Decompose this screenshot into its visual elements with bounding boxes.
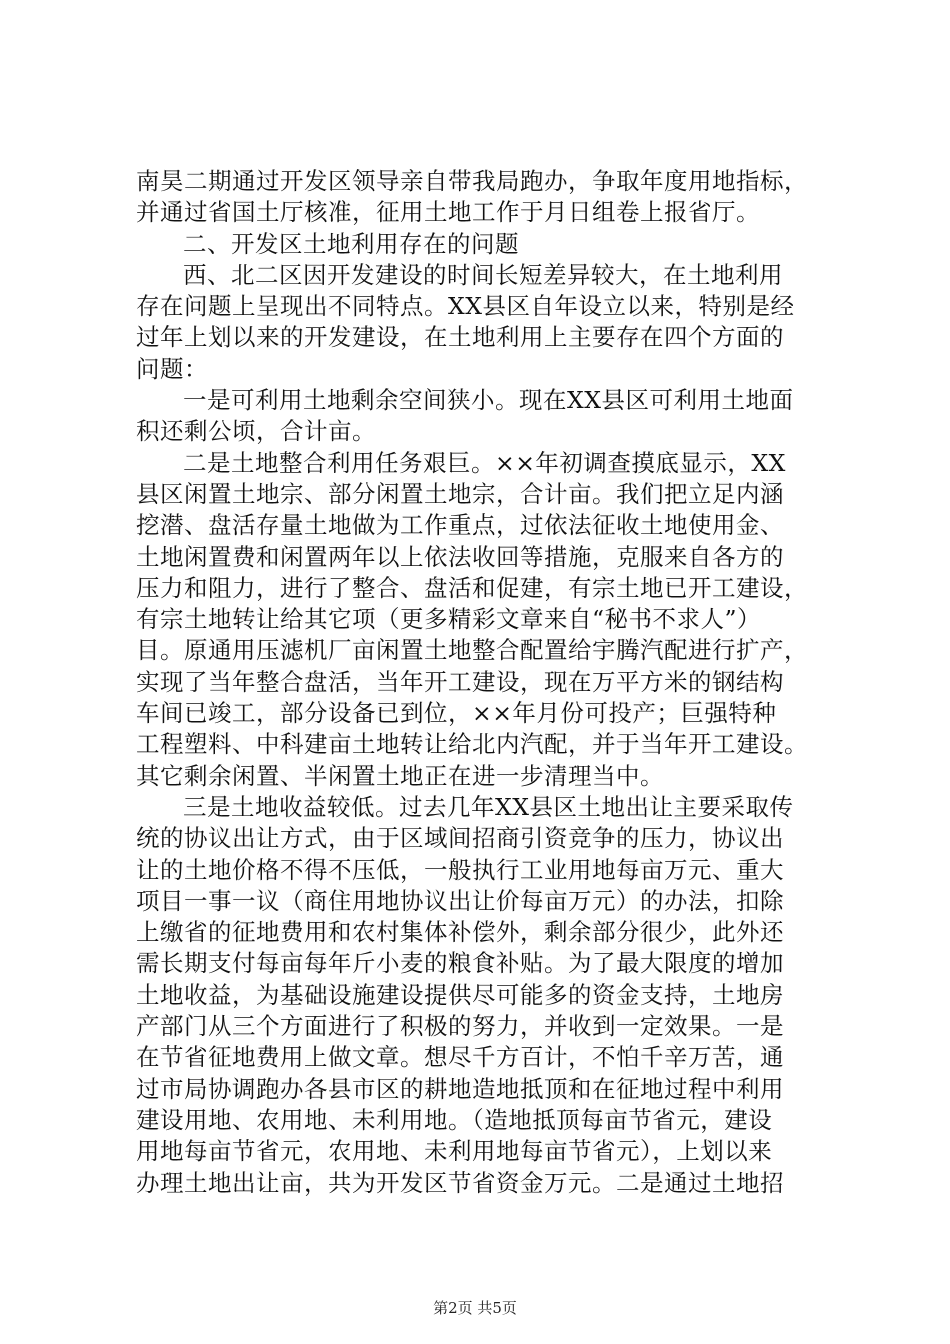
text-line: 产部门从三个方面进行了积极的努力，并收到一定效果。一是 (136, 1012, 784, 1041)
text-line: 三是土地收益较低。过去几年XX县区土地出让主要采取传 (183, 792, 794, 821)
text-line: 挖潜、盘活存量土地做为工作重点，过依法征收土地使用金、 (136, 511, 784, 540)
page-footer (0, 1298, 950, 1318)
text-line: 建设用地、农用地、未利用地。（造地抵顶每亩节省元，建设 (136, 1105, 773, 1134)
document-body (136, 166, 836, 1199)
text-line: 其它剩余闲置、半闲置土地正在进一步清理当中。 (136, 761, 664, 790)
text-line: 上缴省的征地费用和农村集体补偿外，剩余部分很少，此外还 (136, 918, 784, 947)
text-line: 压力和阻力，进行了整合、盘活和促建，有宗土地已开工建设， (136, 573, 808, 602)
text-line: 土地闲置费和闲置两年以上依法收回等措施，克服来自各方的 (136, 542, 784, 571)
page-number: 第2页 共5页 (433, 1299, 517, 1317)
text-line: 过市局协调跑办各县市区的耕地造地抵顶和在征地过程中利用 (136, 1074, 784, 1103)
text-line: 土地收益，为基础设施建设提供尽可能多的资金支持，土地房 (136, 980, 784, 1009)
text-line: 让的土地价格不得不压低，一般执行工业用地每亩万元、重大 (136, 855, 784, 884)
text-line: 目。原通用压滤机厂亩闲置土地整合配置给宇腾汽配进行扩产， (136, 636, 808, 665)
text-line: 南昊二期通过开发区领导亲自带我局跑办，争取年度用地指标， (136, 167, 808, 195)
text-line: 西、北二区因开发建设的时间长短差异较大，在土地利用 (183, 260, 783, 289)
text-line: 有宗土地转让给其它项（更多精彩文章来自“秘书不求人”） (136, 605, 762, 634)
text-line: 在节省征地费用上做文章。想尽千方百计，不怕千辛万苦，通 (136, 1043, 784, 1072)
section-heading: 二、开发区土地利用存在的问题 (183, 229, 519, 258)
text-line: 存在问题上呈现出不同特点。XX县区自年设立以来，特别是经 (136, 292, 795, 321)
text-line: 项目一事一议（商住用地协议出让价每亩万元）的办法，扣除 (136, 886, 784, 915)
text-line: 一是可利用土地剩余空间狭小。现在XX县区可利用土地面 (183, 386, 794, 415)
text-line: 需长期支付每亩每年斤小麦的粮食补贴。为了最大限度的增加 (136, 949, 784, 978)
text-line: 办理土地出让亩，共为开发区节省资金万元。二是通过土地招 (136, 1168, 784, 1197)
text-line: 工程塑料、中科建亩土地转让给北内汽配，并于当年开工建设。 (136, 730, 808, 759)
text-line: 过年上划以来的开发建设，在土地利用上主要存在四个方面的 (136, 323, 784, 352)
text-line: 县区闲置土地宗、部分闲置土地宗，合计亩。我们把立足内涵 (136, 479, 784, 508)
text-line: 车间已竣工，部分设备已到位，××年月份可投产；巨强特种 (136, 699, 777, 728)
text-line: 用地每亩节省元，农用地、未利用地每亩节省元），上划以来 (136, 1137, 773, 1166)
text-line: 并通过省国土厅核准，征用土地工作于月日组卷上报省厅。 (136, 198, 760, 227)
text-line: 积还剩公顷，合计亩。 (136, 417, 376, 446)
text-line: 实现了当年整合盘活，当年开工建设，现在万平方米的钢结构 (136, 667, 784, 696)
text-line: 统的协议出让方式，由于区域间招商引资竞争的压力，协议出 (136, 824, 784, 853)
text-line: 二是土地整合利用任务艰巨。××年初调查摸底显示，XX (183, 448, 786, 477)
text-line: 问题： (136, 354, 208, 383)
